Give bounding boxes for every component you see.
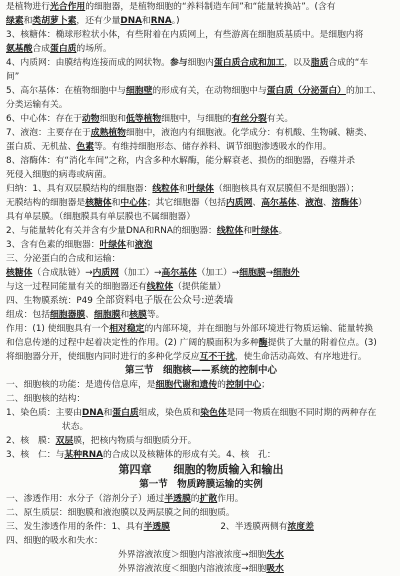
text-line: [6, 70, 396, 84]
underlined-key-term: 相对稳定: [109, 324, 145, 334]
underlined-key-term: 吸水: [266, 564, 284, 574]
line-text: 、: [252, 198, 262, 208]
line-text: 无膜结构的细胞器是: [6, 198, 86, 208]
section-heading: [6, 364, 396, 378]
line-text: 二、原生质层：细胞膜和液泡膜以及两层膜之间的细胞质。: [6, 508, 235, 518]
line-text: 2、核 膜：: [6, 436, 56, 446]
underlined-key-term: 色素: [76, 142, 94, 152]
line-text: ；: [261, 380, 270, 390]
underlined-key-term: 成熟植物: [90, 128, 126, 138]
line-text: 和: [120, 310, 130, 320]
text-line: [6, 56, 396, 70]
line-text: 一、细胞核的功能：是遗传信息库，是: [6, 380, 156, 390]
underlined-key-term: 半透膜: [143, 522, 170, 532]
underlined-key-term: 内质网: [92, 268, 119, 278]
line-text: 三、分泌蛋白的合成和运输：: [6, 254, 121, 264]
underlined-key-term: 控制中心: [225, 380, 262, 390]
line-text: 的细胞器，是植物细胞的“养料制造车间”和“能量转换站”。(含有: [85, 2, 336, 12]
underlined-key-term: 中心体: [120, 198, 147, 208]
underlined-key-term: 蛋白质合成和加工: [213, 58, 285, 68]
underlined-key-term: 动物: [81, 114, 100, 124]
text-line: [6, 28, 396, 42]
text-line: [6, 336, 396, 350]
text-line: [6, 534, 396, 548]
line-text: （加工）→: [196, 268, 240, 278]
line-text: 、: [296, 198, 306, 208]
line-text: 膜，把核内物质与细胞质分开。: [73, 436, 197, 446]
underlined-key-term: 失水: [266, 550, 284, 560]
line-text: 细胞内: [187, 58, 214, 68]
text-line: [6, 238, 396, 252]
line-text: 三、发生渗透作用的条件：1、具有: [6, 522, 144, 532]
underlined-key-term: 叶绿体: [99, 240, 126, 250]
line-text: 是同一物质在细胞不同时期的两种存在: [226, 408, 377, 418]
line-text: 、: [322, 198, 332, 208]
line-text: 4、内质网：由膜结构连接而成的网状物。: [6, 58, 170, 68]
line-text: 分类运输有关。: [6, 100, 68, 110]
underlined-key-term: 某种RNA: [64, 450, 103, 460]
line-text: 2、半透膜两侧有: [220, 522, 288, 532]
underlined-key-term: 酶: [258, 338, 268, 348]
text-line: [6, 434, 396, 448]
underlined-key-term: 核膜: [129, 310, 147, 320]
line-text: （加工）→: [118, 268, 162, 278]
line-text: 3、核糖体：椭球形粒状小体，有些附着在内质网上，有些游离在细胞质基质中。是细胞内将: [6, 30, 364, 40]
text-line: [6, 112, 396, 126]
underlined-key-term: 浓度差: [287, 522, 314, 532]
line-text: 3、含有色素的细胞器：: [6, 240, 100, 250]
underlined-key-term: 叶绿体: [252, 226, 279, 236]
line-text: 。): [171, 16, 180, 26]
text-line: [6, 224, 396, 238]
line-text: 一、渗透作用：水分子（溶剂分子）通过: [6, 494, 165, 504]
text-line: [6, 42, 396, 56]
line-text: 1、染色质：主要由: [6, 408, 82, 418]
line-text: 5、高尔基体：在植物细胞中与: [6, 86, 126, 96]
line-text: （提供能量）: [173, 282, 226, 292]
line-text: ；其它细胞器（包括: [146, 198, 226, 208]
line-text: 间”: [6, 72, 20, 82]
underlined-key-term: 细胞膜: [94, 310, 121, 320]
line-text: 具有单层膜。（细胞膜具有单层膜也不属细胞器）: [6, 212, 196, 222]
underlined-key-term: 溶酶体: [331, 198, 359, 208]
text-line: [6, 520, 396, 534]
underlined-key-term: 有丝分裂: [231, 114, 267, 124]
text-line: [6, 506, 396, 520]
underlined-key-term: 染色体: [200, 408, 227, 418]
underlined-key-term: 细胞外: [273, 268, 300, 278]
spacer-text: [170, 522, 220, 532]
text-line: [6, 196, 396, 210]
section-heading: [6, 478, 396, 492]
line-text: （合成肽链）→: [32, 268, 93, 278]
underlined-key-term: 绿素: [6, 16, 24, 26]
underlined-key-term: 叶绿体: [187, 184, 214, 194]
underlined-key-term: 核糖体: [85, 198, 112, 208]
underlined-key-term: 细胞代谢和遗传: [155, 380, 218, 390]
text-line: [6, 280, 396, 294]
section-heading-text: 第一节 物质跨膜运输的实例: [139, 479, 263, 490]
line-text: 死侵入细胞的病毒或病菌。: [6, 170, 112, 180]
line-text: 四、细胞的吸水和失水：: [6, 536, 103, 546]
line-text: 细胞中，液泡内有细胞液。化学成分：有机酸、生物碱、糖类、: [125, 128, 373, 138]
line-text: 归纳：1、具有双层膜结构的细胞器：: [6, 184, 153, 194]
text-line: [6, 492, 396, 506]
line-text: 是植物进行: [6, 2, 50, 12]
line-text: 和: [141, 16, 151, 26]
line-text: 等。: [146, 310, 165, 320]
line-text: →: [265, 268, 274, 278]
underlined-key-term: 细胞膜: [239, 268, 266, 278]
underlined-key-term: 液泡: [134, 240, 153, 250]
line-text: 与这一过程同能量有关的细胞器还有: [6, 282, 147, 292]
text-line: [6, 548, 396, 562]
line-text: 和: [103, 408, 113, 418]
line-text: 外界溶液浓度＜细胞内溶液浓度→细胞: [118, 564, 267, 574]
underlined-key-term: 核糖体: [6, 268, 33, 278]
line-text: 的内部环境，并在细胞与外部环境进行物质运输、能量转换: [144, 324, 374, 334]
underlined-key-term: 类胡萝卜素: [32, 16, 77, 26]
underlined-key-term: 蛋白质: [112, 408, 139, 418]
line-text: 细胞中，与细胞的: [161, 114, 232, 124]
line-text: 和: [243, 226, 253, 236]
line-text: 7、液泡：主要存在于: [6, 128, 91, 138]
section-heading-text: 第三节 细胞核——系统的控制中心: [124, 365, 277, 376]
underlined-key-term: 线粒体: [152, 184, 179, 194]
line-text: 的形成有关，在动物细胞中与: [152, 86, 267, 96]
underlined-key-term: 高尔基体: [261, 198, 297, 208]
underlined-key-term: 线粒体: [216, 226, 244, 236]
bold-term: 参与: [169, 58, 188, 68]
text-line: [6, 182, 396, 196]
underlined-key-term: 蛋白质（分泌蛋白）: [266, 86, 346, 96]
line-text: 的场所。: [76, 44, 112, 54]
underlined-key-term: 蛋白质: [50, 44, 77, 54]
chapter-heading: [6, 462, 396, 478]
underlined-key-term: 氨基酸: [6, 44, 33, 54]
line-text: 、: [85, 310, 95, 320]
text-line: [6, 154, 396, 168]
text-line: [6, 84, 396, 98]
line-text: 合成的“车: [328, 58, 369, 68]
line-text: 细胞和: [99, 114, 126, 124]
line-text: ，使生命活动高效、有序地进行。: [234, 352, 367, 362]
text-line: [6, 294, 396, 308]
text-line: [6, 168, 396, 182]
text-line: [6, 266, 396, 280]
text-line: [6, 14, 396, 28]
text-line: [6, 378, 396, 392]
underlined-key-term: 细胞器膜: [50, 310, 86, 320]
line-text: 有关。: [266, 114, 294, 124]
line-text: 6、中心体：存在于: [6, 114, 82, 124]
line-text: 等。有维持细胞形态、储存养料、调节细胞渗透吸水的作用。: [94, 142, 332, 152]
line-text: 和: [23, 16, 33, 26]
line-text: 和: [178, 184, 188, 194]
line-text: 作用。: [217, 494, 244, 504]
line-text: ，还有少量: [76, 16, 121, 26]
underlined-key-term: 内质网: [226, 198, 253, 208]
text-line: [6, 126, 396, 140]
line-text: 提供了大量的附着位点。(3): [267, 338, 377, 348]
underlined-key-term: DNA: [81, 408, 104, 418]
text-line: [6, 350, 396, 364]
underlined-key-term: 线粒体: [146, 282, 174, 292]
underlined-key-term: DNA: [120, 16, 142, 26]
line-text: （细胞核具有双层膜但不是细胞器）；: [213, 184, 360, 194]
line-text: 。: [278, 226, 288, 236]
line-text: 和: [111, 198, 121, 208]
line-text: 组成，染色质和: [138, 408, 201, 418]
line-text: 作用：(1) 使细胞具有一个: [6, 324, 110, 334]
line-text: 合成: [32, 44, 51, 54]
line-text: ）: [358, 198, 367, 208]
line-text: 和信息传递的过程中起着决定性的作用。(2) 广阔的膜面积为多种: [6, 338, 259, 348]
line-text: 的: [217, 380, 226, 390]
text-line: [6, 140, 396, 154]
underlined-key-term: 互不干扰: [199, 352, 235, 362]
line-text: 蛋白质、无机盐、: [6, 142, 77, 152]
line-text: 四、生物膜系统：P49: [6, 296, 96, 306]
underlined-key-term: 双层: [55, 436, 74, 446]
line-text: 和: [125, 240, 135, 250]
line-text: 的合成以及核糖体的形成有关。4、核 孔：: [102, 450, 276, 460]
text-line: [6, 98, 396, 112]
line-text: 的: [190, 494, 200, 504]
line-text: ，以及: [284, 58, 311, 68]
text-line: [6, 322, 396, 336]
line-text: 将细胞器分开，使细胞内同时进行的多种化学反应: [6, 352, 200, 362]
text-line: [6, 562, 396, 576]
text-line: [6, 210, 396, 224]
underlined-key-term: 高尔基体: [161, 268, 197, 278]
spacer-text: 状态。: [6, 422, 89, 432]
text-line: [6, 0, 396, 14]
underlined-key-term: 细胞壁: [125, 86, 153, 96]
text-line: [6, 252, 396, 266]
line-text: 8、溶酶体：有“消化车间”之称，内含多种水解酶，能分解衰老、损伤的细胞器，吞噬并杀: [6, 156, 355, 166]
text-line: [6, 392, 396, 406]
text-line: [6, 448, 396, 462]
underlined-key-term: 低等植物: [126, 114, 162, 124]
underlined-key-term: 光合作用: [50, 2, 86, 12]
text-line: [6, 308, 396, 322]
line-text: 二、细胞核的结构：: [6, 394, 86, 404]
line-text: 3、核 仁：与: [6, 450, 65, 460]
line-text: 2、与能量转化有关并含有少量DNA和RNA的细胞器：: [6, 226, 217, 236]
line-text: 的加工、: [345, 86, 382, 96]
text-line: [6, 406, 396, 420]
watermark-note: 全部资料电子版在公众号:逆袭墙: [95, 295, 234, 306]
line-text: 组成：包括: [6, 310, 50, 320]
text-line: [6, 420, 396, 434]
underlined-key-term: 半透膜: [164, 494, 191, 504]
underlined-key-term: 脂质: [310, 58, 329, 68]
section-heading-text: 第四章 细胞的物质输入和输出: [118, 463, 284, 476]
underlined-key-term: RNA: [150, 16, 172, 26]
line-text: 外界溶液浓度＞细胞内溶液浓度→细胞: [118, 550, 267, 560]
underlined-key-term: 扩散: [199, 494, 218, 504]
underlined-key-term: 液泡: [305, 198, 323, 208]
